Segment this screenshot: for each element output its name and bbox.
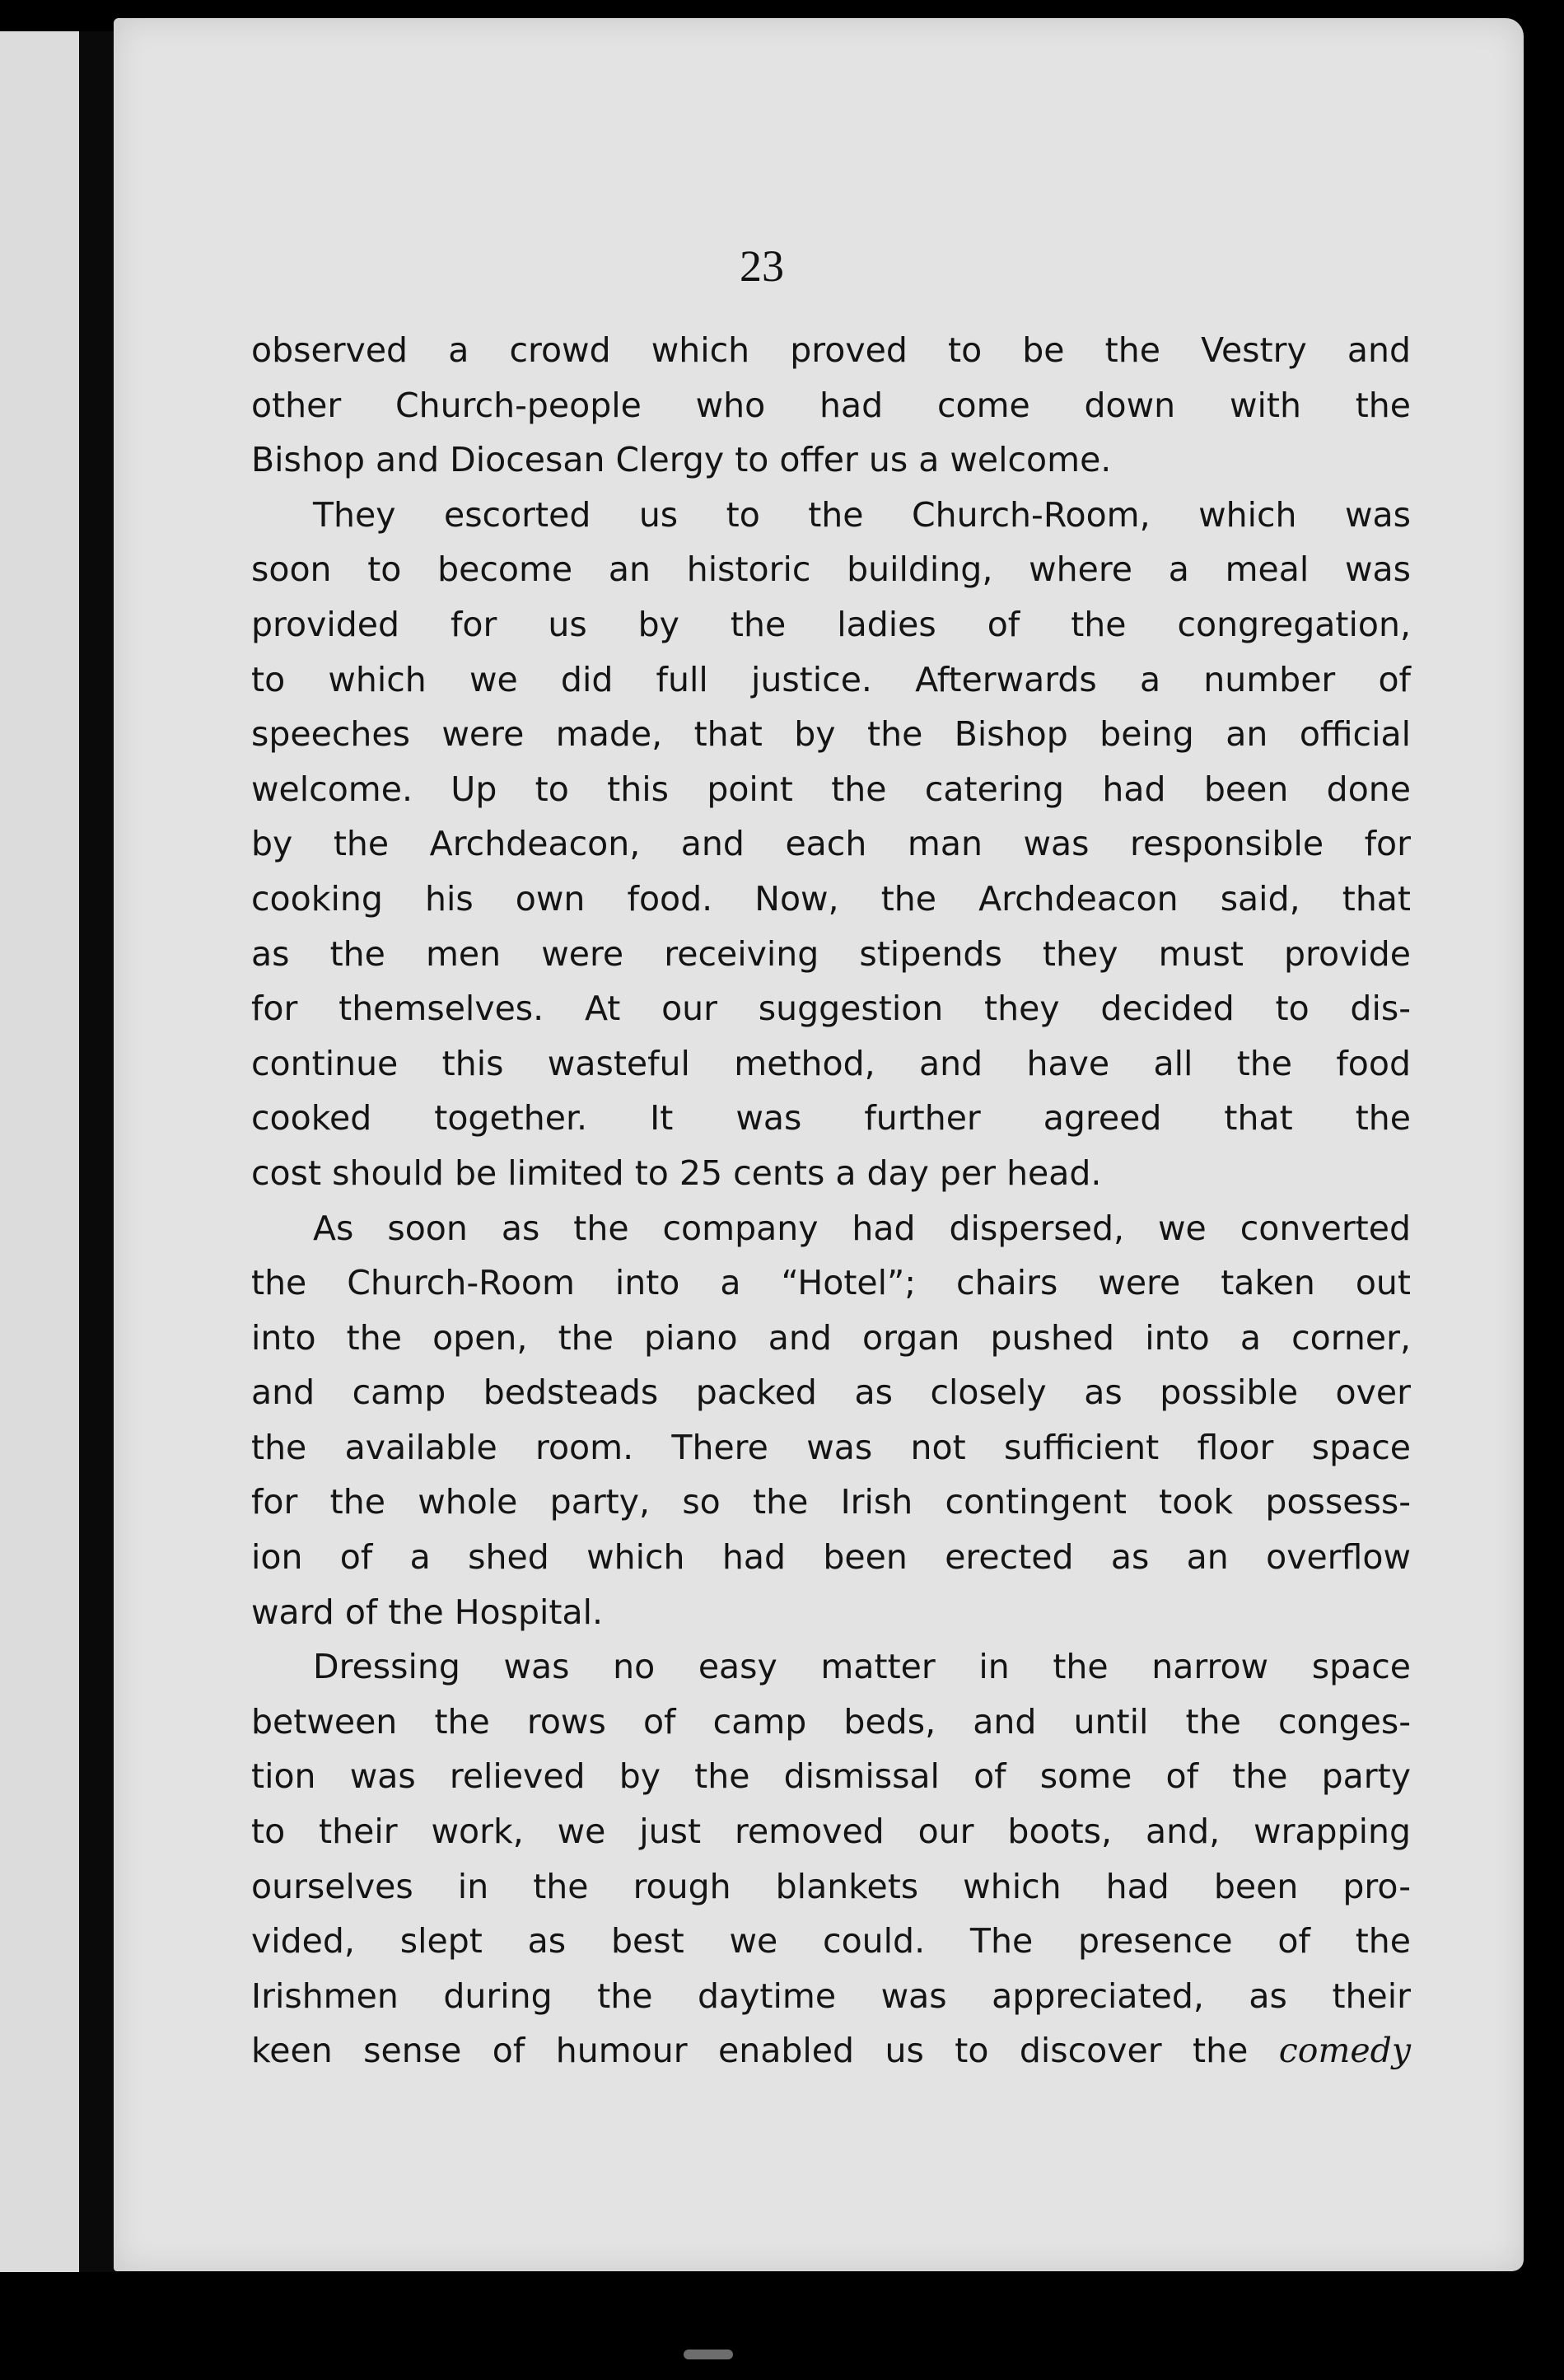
text-line — [251, 927, 1411, 982]
text-line — [251, 1091, 1411, 1146]
text-line-content: keen sense of humour enabled us to discover the — [251, 2031, 1249, 2071]
text-line-content: As soon as the company had dispersed, we converted — [313, 1208, 1411, 1248]
text-line-content: tion was relieved by the dismissal of some of the party — [251, 1756, 1411, 1797]
text-line — [251, 597, 1411, 652]
text-line-content: to their work, we just removed our boots, and, wrapping — [251, 1812, 1411, 1852]
text-line — [251, 488, 1411, 543]
text-line — [251, 816, 1411, 872]
text-line-content: observed a crowd which proved to be the Vestry and — [251, 330, 1411, 370]
text-line — [251, 1639, 1411, 1695]
text-line-content: vided, slept as best we could. The presence of the — [251, 1921, 1411, 1962]
text-line-content: Dressing was no easy matter in the narrow space — [313, 1647, 1411, 1687]
text-line-content: They escorted us to the Church-Room, which was — [313, 494, 1411, 535]
text-line-content: ourselves in the rough blankets which had been pro- — [251, 1866, 1411, 1906]
text-line — [251, 2023, 1411, 2078]
text-line-content: speeches were made, that by the Bishop being an official — [251, 714, 1411, 755]
text-line — [251, 1914, 1411, 1969]
text-line — [251, 1695, 1411, 1750]
text-line — [251, 1969, 1411, 2024]
text-line-content: and camp bedsteads packed as closely as possible over — [251, 1372, 1411, 1413]
text-line — [251, 762, 1411, 817]
text-line — [251, 1420, 1411, 1475]
text-line-content: as the men were receiving stipends they must provide — [251, 933, 1411, 974]
text-line-content: for themselves. At our suggestion they decided to dis- — [251, 989, 1411, 1029]
text-line-content: the available room. There was not sufficient floor space — [251, 1427, 1411, 1467]
text-line — [251, 1530, 1411, 1585]
body-text — [251, 323, 1411, 2078]
page-gutter — [79, 31, 119, 2272]
italic-word: comedy — [1278, 2031, 1411, 2071]
scan-artifact — [684, 2350, 733, 2359]
text-line — [251, 1036, 1411, 1092]
text-line — [251, 872, 1411, 927]
text-line-content: Bishop and Diocesan Clergy to offer us a welcome. — [251, 440, 1112, 480]
text-line-content: provided for us by the ladies of the congregation, — [251, 604, 1411, 644]
text-line — [251, 1311, 1411, 1366]
text-line — [251, 707, 1411, 762]
text-line — [251, 981, 1411, 1036]
text-line-content: welcome. Up to this point the catering had been done — [251, 769, 1411, 809]
page-number: 23 — [740, 241, 784, 291]
text-line — [251, 1804, 1411, 1859]
text-line-content: ion of a shed which had been erected as an overflow — [251, 1537, 1411, 1578]
text-line — [251, 1475, 1411, 1530]
text-line-content: into the open, the piano and organ pushed into a corner, — [251, 1317, 1411, 1358]
text-line-content: cooked together. It was further agreed that the — [251, 1098, 1411, 1139]
text-line — [251, 652, 1411, 708]
text-line-content: between the rows of camp beds, and until the conges- — [251, 1701, 1411, 1742]
text-line-content: cost should be limited to 25 cents a day per head. — [251, 1153, 1102, 1193]
book-page — [114, 18, 1524, 2271]
text-line-content: the Church-Room into a “Hotel”; chairs were taken out — [251, 1263, 1411, 1303]
text-line — [251, 1859, 1411, 1915]
text-line-content: for the whole party, so the Irish contingent took possess- — [251, 1482, 1411, 1522]
text-line-content: Irishmen during the daytime was appreciated, as their — [251, 1976, 1411, 2016]
text-line-content: by the Archdeacon, and each man was responsible for — [251, 824, 1411, 864]
text-line — [251, 1201, 1411, 1256]
left-page-margin — [0, 31, 89, 2272]
text-line — [251, 542, 1411, 597]
text-line-content: cooking his own food. Now, the Archdeacon said, that — [251, 878, 1411, 919]
text-line-content: continue this wasteful method, and have all the food — [251, 1043, 1411, 1083]
text-line — [251, 378, 1411, 433]
text-line-content: ward of the Hospital. — [251, 1592, 604, 1632]
text-line — [251, 1255, 1411, 1311]
text-line — [251, 433, 1411, 488]
text-line — [251, 1146, 1411, 1201]
text-line-content: other Church-people who had come down with the — [251, 385, 1411, 425]
text-line — [251, 1585, 1411, 1640]
text-line — [251, 1749, 1411, 1804]
text-line — [251, 1365, 1411, 1420]
text-line-content: to which we did full justice. Afterwards a number of — [251, 659, 1411, 699]
text-line-content: soon to become an historic building, where a meal was — [251, 549, 1411, 590]
text-line — [251, 323, 1411, 378]
